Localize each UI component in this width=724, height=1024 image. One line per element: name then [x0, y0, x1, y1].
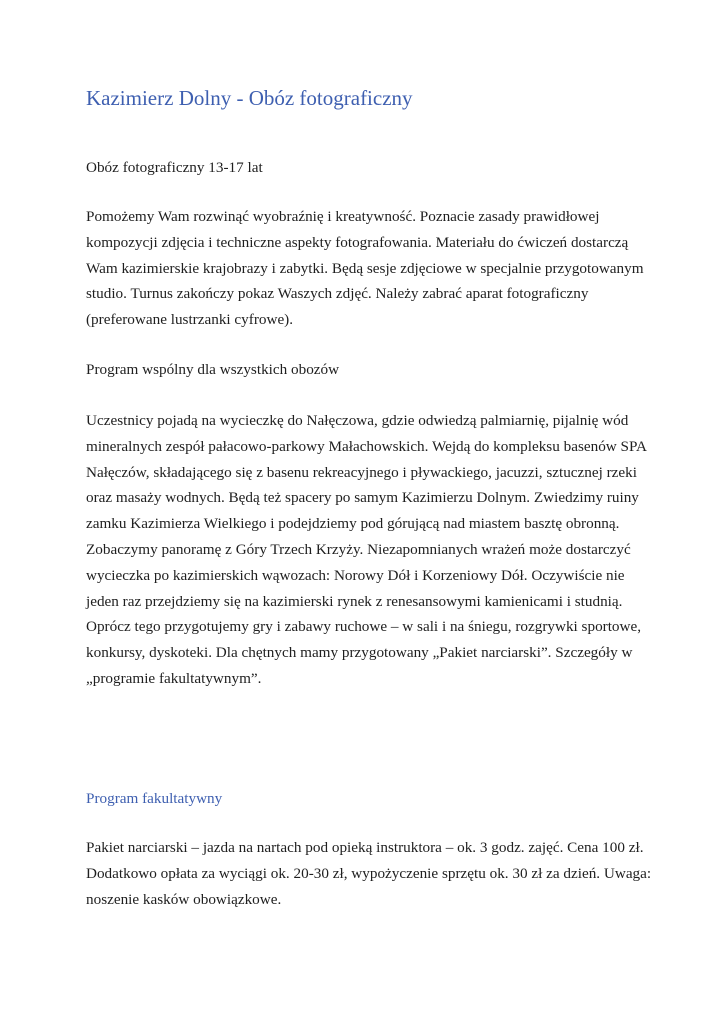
paragraph-line: noszenie kasków obowiązkowe. — [86, 890, 282, 908]
common-program-paragraph — [86, 408, 646, 692]
paragraph-line: (preferowane lustrzanki cyfrowe). — [86, 311, 294, 329]
optional-program-heading: Program fakultatywny — [86, 790, 223, 807]
paragraph-line: Pomożemy Wam rozwinąć wyobraźnię i kreatywność. Poznacie zasady prawidłowej — [86, 208, 600, 225]
intro-paragraph — [86, 204, 646, 333]
paragraph-line: zamku Kazimierza Wielkiego i podejdziemy pod górującą nad miastem basztę obronną. — [86, 515, 620, 533]
paragraph-line: „programie fakultatywnym”. — [86, 669, 262, 687]
paragraph-line: studio. Turnus zakończy pokaz Waszych zdjęć. Należy zabrać aparat fotograficzny — [86, 285, 589, 303]
paragraph-line: wycieczka po kazimierskich wąwozach: Norowy Dół i Korzeniowy Dół. Oczywiście nie — [86, 566, 625, 584]
paragraph-line: mineralnych zespół pałacowo-parkowy Małachowskich. Wejdą do kompleksu basenów SPA — [86, 437, 648, 455]
paragraph-line: Uczestnicy pojadą na wycieczkę do Nałęczowa, gdzie odwiedzą palmiarnię, pijalnię wód — [86, 412, 629, 429]
paragraph-line: Dodatkowo opłata za wyciągi ok. 20-30 zł, wypożyczenie sprzętu ok. 30 zł za dzień. Uwaga: — [86, 864, 652, 882]
paragraph-line: Oprócz tego przygotujemy gry i zabawy ruchowe – w sali i na śniegu, rozgrywki sportowe, — [86, 618, 642, 636]
paragraph-line: Pakiet narciarski – jazda na nartach pod opieką instruktora – ok. 3 godz. zajęć. Cena 100 zł. — [86, 839, 644, 856]
document-title: Kazimierz Dolny - Obóz fotograficzny — [86, 86, 413, 110]
common-program-title: Program wspólny dla wszystkich obozów — [86, 361, 340, 378]
optional-program-paragraph — [86, 835, 652, 912]
paragraph-line: Wam kazimierskie krajobrazy i zabytki. Będą sesje zdjęciowe w specjalnie przygotowanym — [86, 259, 644, 277]
paragraph-line: Zobaczymy panoramę z Góry Trzech Krzyży. Niezapomnianych wrażeń może dostarczyć — [86, 540, 631, 558]
camp-subtitle: Obóz fotograficzny 13-17 lat — [86, 159, 263, 176]
paragraph-line: oraz masaży wodnych. Będą też spacery po samym Kazimierzu Dolnym. Zwiedzimy ruiny — [86, 489, 639, 507]
paragraph-line: Nałęczów, składającego się z basenu rekreacyjnego i pływackiego, jacuzzi, sztucznej rzeki — [86, 463, 637, 481]
paragraph-line: kompozycji zdjęcia i techniczne aspekty fotografowania. Materiału do ćwiczeń dostarczą — [86, 233, 629, 251]
paragraph-line: konkursy, dyskoteki. Dla chętnych mamy przygotowany „Pakiet narciarski”. Szczegóły w — [86, 644, 633, 662]
paragraph-line: jeden raz przejdziemy się na kazimierski rynek z renesansowymi kamienicami i studnią. — [86, 592, 623, 610]
